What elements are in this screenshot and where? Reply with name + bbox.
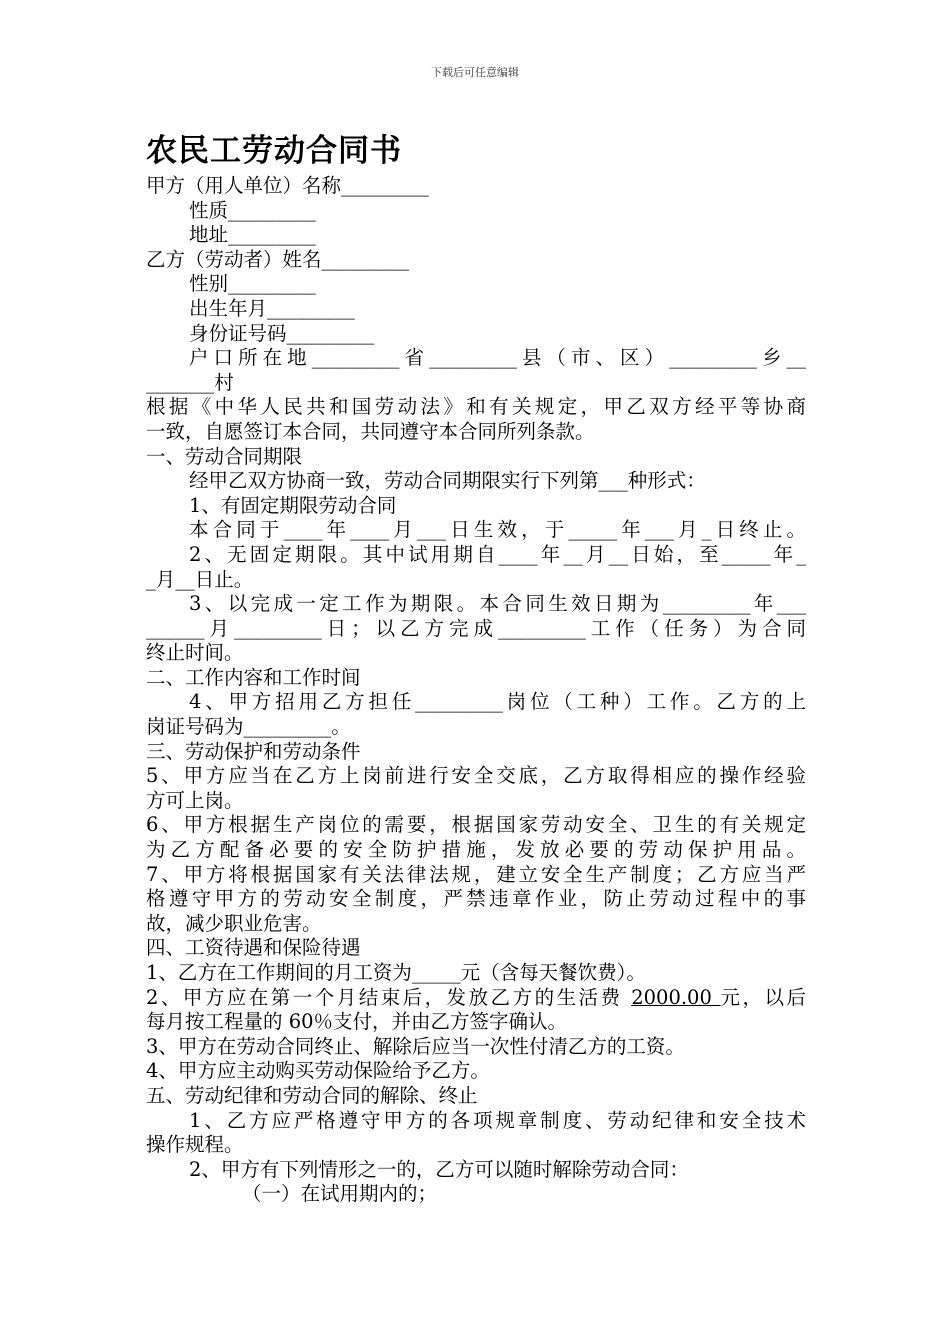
document-title: 农民工劳动合同书	[146, 133, 402, 169]
body-line: 二、工作内容和工作时间	[146, 665, 361, 689]
body-line: 3、甲方在劳动合同终止、解除后应当一次性付清乙方的工资。	[146, 1034, 685, 1058]
body-line: 6、甲方根据生产岗位的需要，根据国家劳动安全、卫生的有关规定	[146, 813, 806, 837]
body-line: 本合同于____年____月___日生效，于_____年___月_日终止。	[189, 518, 806, 542]
body-line: 4、甲方应主动购买劳动保险给予乙方。	[146, 1059, 490, 1083]
body-line: 出生年月_________	[189, 296, 355, 320]
body-line: 性别_________	[189, 272, 316, 296]
body-line: _______村	[146, 370, 234, 394]
body-line: 经甲乙双方协商一致，劳动合同期限实行下列第___种形式：	[189, 469, 706, 493]
body-line: 一致，自愿签订本合同，共同遵守本合同所列条款。	[146, 419, 595, 443]
body-line: 乙方（劳动者）姓名_________	[146, 247, 410, 271]
body-line: 岗证号码为_________。	[146, 715, 351, 739]
body-line: 户口所在地_________省_________县（市、区）_________乡__	[189, 346, 806, 370]
body-line: 故，减少职业危害。	[146, 911, 322, 935]
line-segment: 2、甲方应在第一个月结束后，发放乙方的生活费	[146, 985, 632, 1009]
page-header-note: 下载后可任意编辑	[431, 66, 519, 79]
body-line: 4、甲方招用乙方担任_________岗位（工种）工作。乙方的上	[189, 690, 806, 714]
body-line: _月__日止。	[146, 567, 254, 591]
body-line: 性质_________	[189, 198, 316, 222]
body-line: 2、无固定期限。其中试用期自____年__月__日始，至_____年_	[189, 542, 806, 566]
body-line: 三、劳动保护和劳动条件	[146, 739, 361, 763]
body-line	[146, 986, 806, 1011]
body-line: 5、甲方应当在乙方上岗前进行安全交底，乙方取得相应的操作经验	[146, 764, 806, 788]
body-line: 为乙方配备必要的安全防护措施，发放必要的劳动保护用品。	[146, 838, 806, 862]
body-line: 操作规程。	[146, 1133, 244, 1157]
body-line: 1、乙方在工作期间的月工资为_____元（含每天餐饮费）。	[146, 961, 646, 984]
body-line: 四、工资待遇和保险待遇	[146, 936, 361, 960]
document-body	[146, 174, 806, 1207]
body-line: 甲方（用人单位）名称_________	[146, 174, 429, 197]
body-line: 终止时间。	[146, 641, 244, 665]
body-line: 每月按工程量的 60％支付，并由乙方签字确认。	[146, 1010, 568, 1034]
body-line: 五、劳动纪律和劳动合同的解除、终止	[146, 1083, 478, 1107]
body-line: （一）在试用期内的；	[242, 1182, 438, 1206]
body-line: 1、乙方应严格遵守甲方的各项规章制度、劳动纪律和安全技术	[189, 1108, 806, 1132]
document-content	[146, 130, 806, 1207]
body-line: 方可上岗。	[146, 788, 244, 812]
body-line: 根据《中华人民共和国劳动法》和有关规定，甲乙双方经平等协商	[146, 395, 806, 419]
body-line: 1、有固定期限劳动合同	[189, 493, 397, 517]
body-line: 地址_________	[189, 223, 316, 247]
body-line: 格遵守甲方的劳动安全制度，严禁违章作业，防止劳动过程中的事	[146, 887, 806, 911]
body-line: 2、甲方有下列情形之一的，乙方可以随时解除劳动合同：	[189, 1157, 689, 1181]
underlined-amount: 2000.00	[631, 985, 721, 1009]
body-line: 7、甲方将根据国家有关法律法规，建立安全生产制度；乙方应当严	[146, 862, 806, 886]
body-line: 一、劳动合同期限	[146, 444, 303, 468]
body-line: ______月_________日；以乙方完成_________工作（任务）为合同	[146, 616, 806, 640]
body-line: 身份证号码_________	[189, 321, 375, 345]
line-segment: 元，以后	[720, 985, 806, 1009]
body-line: 3、以完成一定工作为期限。本合同生效日期为_________年___	[189, 592, 806, 616]
